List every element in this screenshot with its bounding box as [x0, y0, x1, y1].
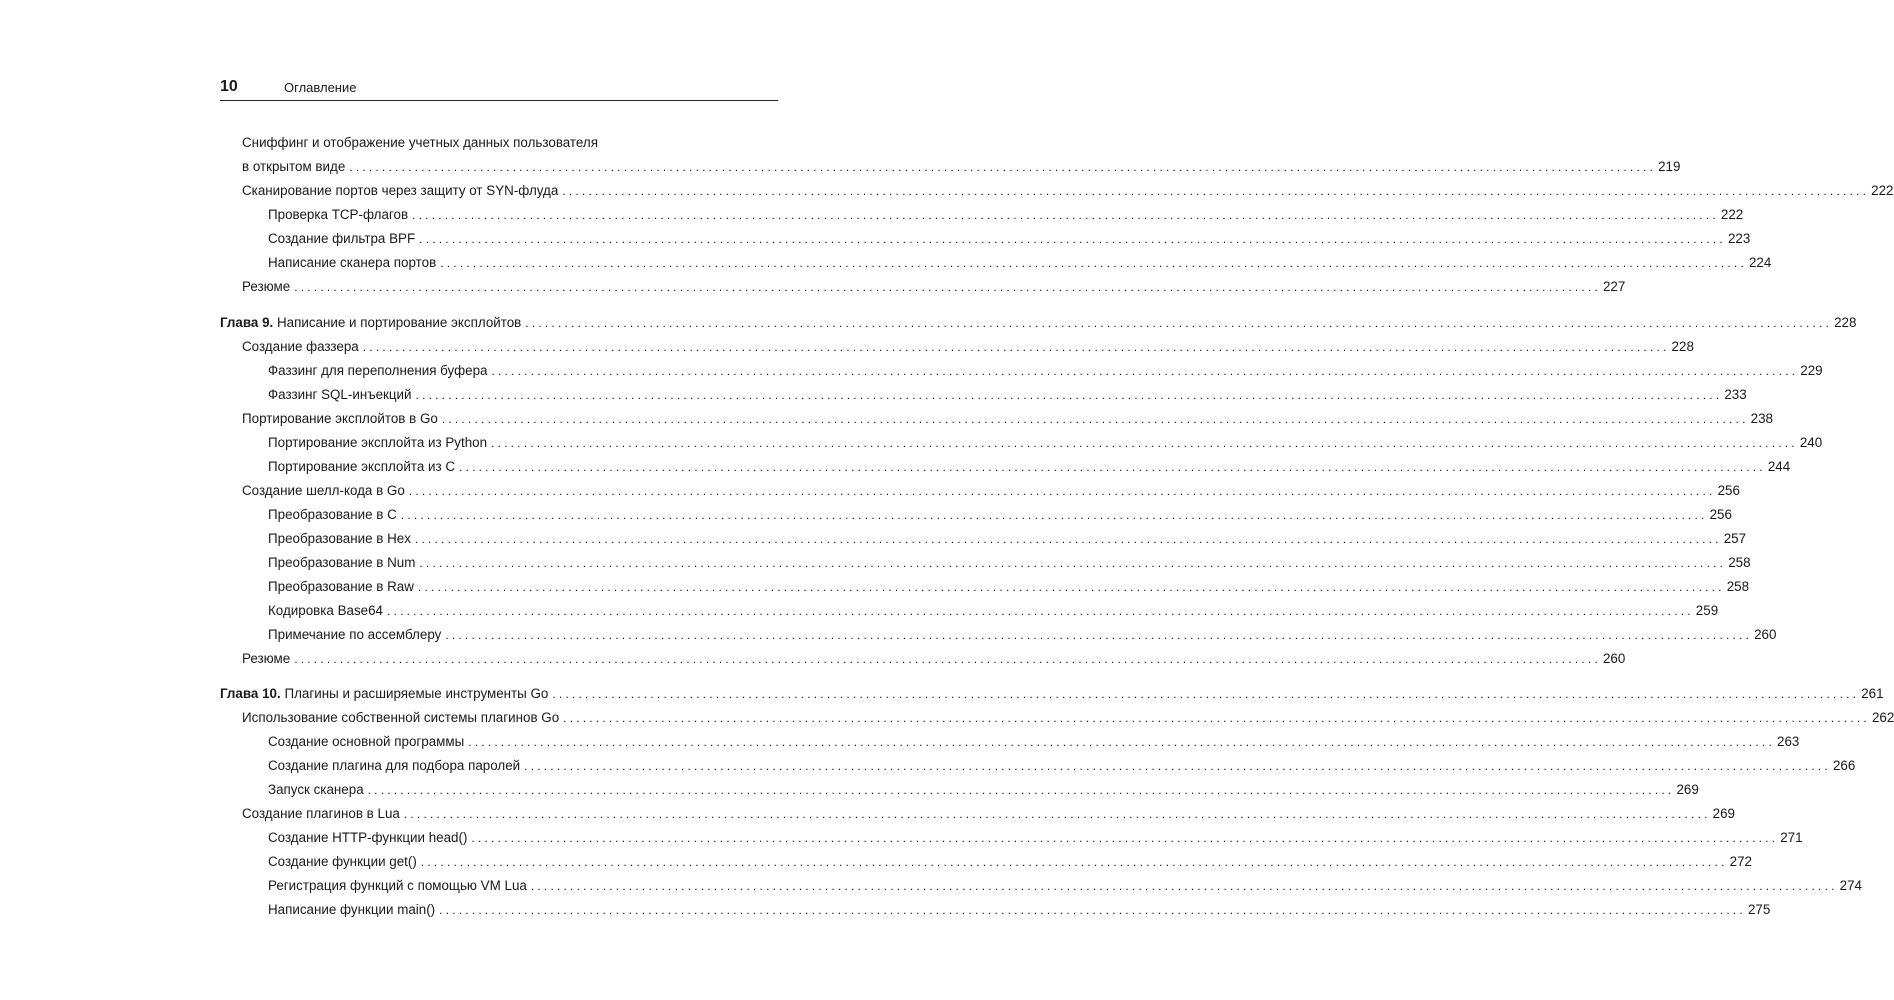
- dot-leader: ........................................................................................................................................................................................................: [441, 412, 1749, 426]
- toc-entry-title: [242, 409, 438, 429]
- toc-page-number: 224: [1748, 255, 1772, 270]
- toc-entry-text: Портирование эксплойта из C: [268, 459, 456, 474]
- dot-leader: ........................................................................................................................................................................................................: [403, 807, 1711, 821]
- toc-entry-title: [268, 433, 487, 453]
- toc-entry-text: Резюме: [242, 651, 291, 666]
- toc-page-number: 258: [1726, 579, 1750, 594]
- dot-leader: ........................................................................................................................................................................................................: [294, 280, 1601, 294]
- toc-entry-text: Проверка TCP-флагов: [268, 207, 409, 222]
- dot-leader: ........................................................................................................................................................................................................: [445, 628, 1753, 642]
- toc-page-number: 222: [1720, 207, 1744, 222]
- toc-entry-text: Регистрация функций с помощью VM Lua: [268, 878, 527, 893]
- toc-entry-text: Создание плагина для подбора паролей: [268, 758, 521, 773]
- toc-page-number: 229: [1800, 363, 1823, 378]
- toc-entry-text: Преобразование в Num: [268, 555, 416, 570]
- toc-page-number: 271: [1780, 830, 1803, 845]
- toc-entry-title: [268, 780, 364, 800]
- toc-page-number: 258: [1728, 555, 1751, 570]
- toc-page-number: 260: [1754, 627, 1777, 642]
- toc-entry-title: [268, 553, 415, 573]
- toc-section-entry: [220, 157, 1681, 177]
- toc-page-number: 257: [1723, 531, 1747, 546]
- dot-leader: ........................................................................................................................................................................................................: [524, 759, 1831, 773]
- toc-subsection-entry: [220, 900, 1771, 920]
- dot-leader: ........................................................................................................................................................................................................: [491, 364, 1799, 378]
- dot-leader: ........................................................................................................................................................................................................: [468, 735, 1776, 749]
- dot-leader: ........................................................................................................................................................................................................: [408, 484, 1716, 498]
- toc-page-number: 261: [1861, 686, 1884, 701]
- toc-page-number: 262: [1871, 710, 1894, 725]
- toc-page-number: 266: [1832, 758, 1856, 773]
- toc-entry-title: [242, 181, 558, 201]
- toc-entry-text: Создание фаззера: [242, 339, 359, 354]
- chapter-number: Глава 10.: [220, 686, 281, 701]
- toc-entry-title: [268, 577, 414, 597]
- dot-leader: ........................................................................................................................................................................................................: [525, 316, 1833, 330]
- toc-entry-text: Сканирование портов через защиту от SYN-флуда: [242, 183, 559, 198]
- toc-entry-text: Использование собственной системы плагинов Go: [242, 710, 560, 725]
- toc-entry-text: Преобразование в Raw: [268, 579, 414, 594]
- toc-entry-text: Плагины и расширяемые инструменты Go: [284, 686, 549, 701]
- toc-subsection-entry: [220, 529, 1747, 549]
- dot-leader: ........................................................................................................................................................................................................: [400, 508, 1708, 522]
- toc-subsection-entry: [220, 433, 1823, 453]
- toc-entry-text: Создание плагинов в Lua: [242, 806, 400, 821]
- toc-page-number: 269: [1676, 782, 1699, 797]
- toc-page-number: 269: [1712, 806, 1735, 821]
- toc-entry-title: [220, 684, 548, 704]
- dot-leader: ........................................................................................................................................................................................................: [471, 831, 1779, 845]
- toc-entry-title: [268, 756, 520, 776]
- dot-leader: ........................................................................................................................................................................................................: [419, 232, 1726, 246]
- toc-section-entry: [220, 708, 1894, 728]
- toc-section-entry: [220, 409, 1773, 429]
- toc-entry-text: Написание функции main(): [268, 902, 436, 917]
- toc-section-entry: [220, 181, 1894, 201]
- toc-entry-title: [220, 313, 521, 333]
- toc-entry-text: в открытом виде: [242, 159, 346, 174]
- toc-section-entry: [220, 337, 1694, 357]
- dot-leader: ........................................................................................................................................................................................................: [419, 556, 1727, 570]
- page-number: 10: [220, 78, 238, 95]
- toc-page-number: 272: [1729, 854, 1752, 869]
- toc-subsection-entry: [220, 852, 1752, 872]
- toc-subsection-entry: [220, 780, 1699, 800]
- toc-page-number: 256: [1717, 483, 1740, 498]
- toc-page-number: 219: [1658, 159, 1681, 174]
- toc-section-entry: [220, 649, 1626, 669]
- toc-subsection-entry: [220, 205, 1744, 225]
- toc-entry-title: [242, 804, 400, 824]
- toc-entry-text: Создание HTTP-функции head(): [268, 830, 468, 845]
- dot-leader: ........................................................................................................................................................................................................: [349, 160, 1657, 174]
- dot-leader: ........................................................................................................................................................................................................: [563, 711, 1870, 725]
- toc-entry-title: [268, 828, 467, 848]
- toc-subsection-entry: [220, 756, 1856, 776]
- toc-entry-text: Преобразование в Hex: [268, 531, 411, 546]
- toc-entry-title: [268, 457, 455, 477]
- toc-page-number: 259: [1695, 603, 1719, 618]
- toc-page-number: 260: [1602, 651, 1626, 666]
- dot-leader: ........................................................................................................................................................................................................: [552, 687, 1860, 701]
- toc-entry-text: Создание шелл-кода в Go: [242, 483, 405, 498]
- toc-subsection-entry: [220, 505, 1732, 525]
- toc-entry-title: [268, 205, 408, 225]
- dot-leader: ........................................................................................................................................................................................................: [294, 652, 1601, 666]
- toc-entry-text: Фаззинг SQL-инъекций: [268, 387, 412, 402]
- toc-page-number: 233: [1724, 387, 1747, 402]
- toc-page-number: 228: [1834, 315, 1857, 330]
- dot-leader: ........................................................................................................................................................................................................: [420, 855, 1728, 869]
- dot-leader: ........................................................................................................................................................................................................: [417, 580, 1725, 594]
- running-title: Оглавление: [284, 80, 357, 95]
- toc-entry-text: Преобразование в C: [268, 507, 397, 522]
- toc-entry-title: [268, 229, 415, 249]
- dot-leader: ........................................................................................................................................................................................................: [459, 460, 1766, 474]
- toc-page-number: 227: [1602, 279, 1626, 294]
- toc-entry-title: [268, 625, 441, 645]
- toc-entry-title-line1: Сниффинг и отображение учетных данных пользователя: [242, 135, 598, 150]
- toc-subsection-entry: [220, 253, 1772, 273]
- toc-subsection-entry: [220, 625, 1777, 645]
- toc-entry-title: [268, 732, 464, 752]
- running-header: [220, 76, 778, 101]
- toc-entry-text: Портирование эксплойта из Python: [268, 435, 488, 450]
- toc-subsection-entry: [220, 553, 1751, 573]
- toc-page-number: 240: [1799, 435, 1823, 450]
- toc-entry-text: Написание и портирование эксплойтов: [277, 315, 522, 330]
- toc-chapter-entry: [220, 684, 1884, 704]
- toc-entry-text: Запуск сканера: [268, 782, 364, 797]
- toc-entry-title: [242, 481, 405, 501]
- toc-entry-title: [268, 253, 436, 273]
- dot-leader: ........................................................................................................................................................................................................: [530, 879, 1838, 893]
- toc-section-entry: [220, 481, 1740, 501]
- toc-entry-title: [242, 157, 345, 177]
- toc-entry-title: [268, 601, 383, 621]
- toc-entry-text: Кодировка Base64: [268, 603, 383, 618]
- toc-entry-text: Создание функции get(): [268, 854, 417, 869]
- dot-leader: ........................................................................................................................................................................................................: [367, 783, 1675, 797]
- toc-subsection-entry: [220, 828, 1803, 848]
- toc-entry-text: Создание фильтра BPF: [268, 231, 416, 246]
- toc-page-number: 275: [1747, 902, 1771, 917]
- toc-subsection-entry: [220, 601, 1719, 621]
- toc-entry-title: [268, 529, 411, 549]
- toc-entry-title: [242, 277, 290, 297]
- toc-section-entry: [220, 277, 1626, 297]
- dot-leader: ........................................................................................................................................................................................................: [387, 604, 1694, 618]
- toc-entry-title: [242, 337, 359, 357]
- toc-entry-title: [268, 900, 435, 920]
- dot-leader: ........................................................................................................................................................................................................: [440, 256, 1747, 270]
- toc-entry-text: Написание сканера портов: [268, 255, 437, 270]
- dot-leader: ........................................................................................................................................................................................................: [414, 532, 1722, 546]
- toc-entry-title: [268, 876, 527, 896]
- toc-page-number: 222: [1871, 183, 1894, 198]
- dot-leader: ........................................................................................................................................................................................................: [412, 208, 1719, 222]
- dot-leader: ........................................................................................................................................................................................................: [491, 436, 1798, 450]
- toc-subsection-entry: [220, 577, 1750, 597]
- toc-subsection-entry: [220, 361, 1823, 381]
- toc-subsection-entry: [220, 385, 1747, 405]
- toc-entry-text: Резюме: [242, 279, 291, 294]
- toc-entry-title: [242, 649, 290, 669]
- toc-chapter-entry: [220, 313, 1857, 333]
- toc-page-number: 256: [1709, 507, 1732, 522]
- toc-entry-title: [268, 361, 487, 381]
- chapter-number: Глава 9.: [220, 315, 274, 330]
- toc-entry-text: Портирование эксплойтов в Go: [242, 411, 438, 426]
- toc-entry-text: Фаззинг для переполнения буфера: [268, 363, 488, 378]
- toc-entry-title: [268, 385, 412, 405]
- toc-page-number: 263: [1777, 734, 1800, 749]
- toc-entry-title: [242, 708, 559, 728]
- dot-leader: ........................................................................................................................................................................................................: [562, 184, 1870, 198]
- toc-subsection-entry: [220, 732, 1800, 752]
- toc-entry-title: [268, 852, 417, 872]
- toc-page-number: 223: [1727, 231, 1751, 246]
- dot-leader: ........................................................................................................................................................................................................: [439, 903, 1746, 917]
- toc-entry-text: Создание основной программы: [268, 734, 465, 749]
- toc-entry-text: Примечание по ассемблеру: [268, 627, 442, 642]
- toc-subsection-entry: [220, 229, 1751, 249]
- toc-page-number: 238: [1750, 411, 1773, 426]
- toc-subsection-entry: [220, 876, 1862, 896]
- toc-page-number: 274: [1839, 878, 1862, 893]
- toc-page-number: 244: [1767, 459, 1791, 474]
- toc-subsection-entry: [220, 457, 1791, 477]
- toc-page-number: 228: [1671, 339, 1694, 354]
- dot-leader: ........................................................................................................................................................................................................: [415, 388, 1723, 402]
- toc-entry-title: [268, 505, 397, 525]
- dot-leader: ........................................................................................................................................................................................................: [362, 340, 1670, 354]
- toc-section-entry: [220, 804, 1735, 824]
